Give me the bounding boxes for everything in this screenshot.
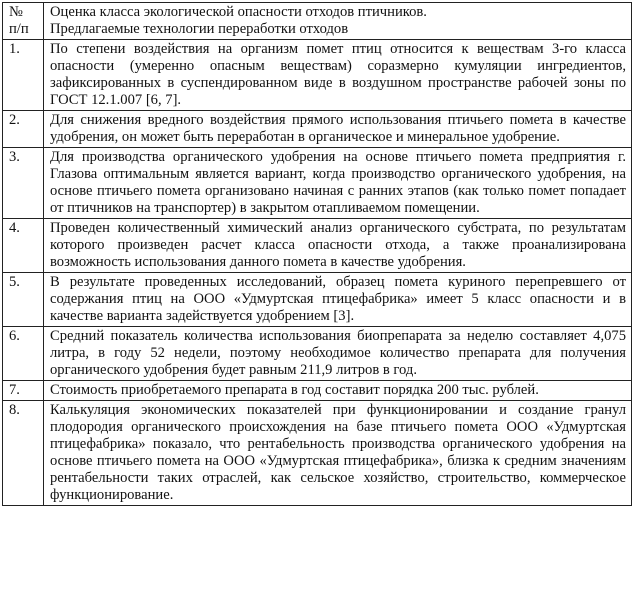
header-number-cell xyxy=(3,3,44,40)
table-row xyxy=(3,273,632,327)
table-row xyxy=(3,111,632,148)
row-number: 3. xyxy=(3,148,44,219)
table-row xyxy=(3,40,632,111)
table-row xyxy=(3,381,632,401)
row-text: Стоимость приобретаемого препарата в год составит порядка 200 тыс. рублей. xyxy=(44,381,632,401)
header-title-line-1: Оценка класса экологической опасности отходов птичников. xyxy=(50,4,427,20)
row-number: 8. xyxy=(3,401,44,506)
row-number: 4. xyxy=(3,219,44,273)
row-text: В результате проведенных исследований, образец помета куриного перепревшего от содержания птиц на ООО «Удмуртская птицефабрика» имеет 5 класс опасности и в качестве варианта задействуется удобрением [3]. xyxy=(44,273,632,327)
row-number: 7. xyxy=(3,381,44,401)
header-number-sign: № xyxy=(9,4,23,20)
row-number: 6. xyxy=(3,327,44,381)
row-number: 5. xyxy=(3,273,44,327)
header-title-cell xyxy=(44,3,632,40)
header-title-line-2: Предлагаемые технологии переработки отходов xyxy=(50,21,349,37)
table-header-row xyxy=(3,3,632,40)
row-text: По степени воздействия на организм помет птиц относится к веществам 3-го класса опасности (умеренно опасным веществам) соразмерно кумуляции ингредиентов, зафиксированных в суспендированном виде в воздушном пространстве рабочей зоны по ГОСТ 12.1.007 [6, 7]. xyxy=(44,40,632,111)
conclusions-table xyxy=(2,2,632,506)
row-number: 1. xyxy=(3,40,44,111)
table-row xyxy=(3,148,632,219)
header-number-abbr: п/п xyxy=(9,21,29,37)
table-row xyxy=(3,219,632,273)
row-text: Средний показатель количества использования биопрепарата за неделю составляет 4,075 литра, в году 52 недели, поэтому необходимое количество препарата для получения органического удобрения будет равным 211,9 литров в год. xyxy=(44,327,632,381)
row-number: 2. xyxy=(3,111,44,148)
row-text: Калькуляция экономических показателей при функционировании и создание гранул плодородия органического происхождения на базе птичьего помета ООО «Удмуртская птицефабрика» показало, что рентабельность производства органического удобрения на основе птичьего помета на ООО «Удмуртская птицефабрика», близка к средним значениям рентабельности таких отраслей, как сельское хозяйство, строительство, коммерческое функционирование. xyxy=(44,401,632,506)
table-row xyxy=(3,327,632,381)
table-row xyxy=(3,401,632,506)
row-text: Проведен количественный химический анализ органического субстрата, по результатам которого произведен расчет класса опасности отхода, а также проанализирована возможность использования данного помета в качестве удобрения. xyxy=(44,219,632,273)
row-text: Для снижения вредного воздействия прямого использования птичьего помета в качестве удобрения, он может быть переработан в органическое и минеральное удобрение. xyxy=(44,111,632,148)
row-text: Для производства органического удобрения на основе птичьего помета предприятия г. Глазова оптимальным является вариант, когда производство органического удобрения, на основе птичьего помета организовано начиная с ранних этапов (как только помет попадает от птичников на транспортер) в закрытом отапливаемом помещении. xyxy=(44,148,632,219)
